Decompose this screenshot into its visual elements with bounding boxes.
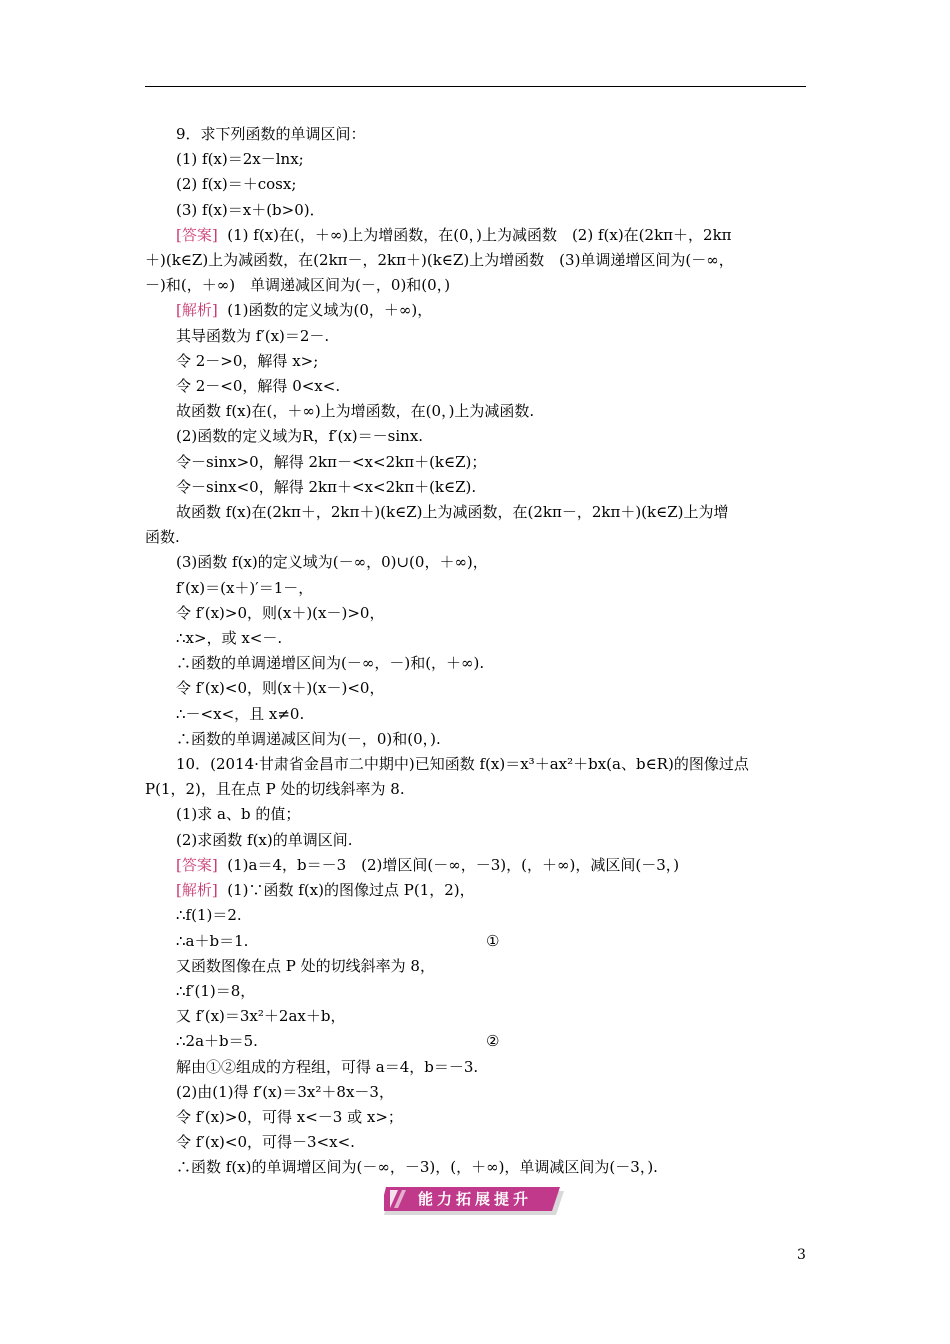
q9-part-1: (1) f(x)＝2x－lnx;: [176, 150, 304, 169]
q9-step: 令－sinx>0，解得 2kπ－<x<2kπ＋(k∈Z)；: [176, 452, 487, 471]
q9-answer-text-1: (1) f(x)在(，＋∞)上为增函数，在(0，)上为减函数 (2) f(x)在(2kπ＋，2kπ: [227, 225, 732, 244]
q9-answer-line-3: －)和(，＋∞) 单调递减区间为(－，0)和(0，): [145, 276, 451, 295]
q9-step: 令 2－<0，解得 0<x<.: [176, 377, 341, 396]
page-body: [145, 122, 810, 1181]
q10-step: ∴f′(1)＝8，: [176, 981, 256, 1000]
analysis-tag: [解析]: [176, 301, 218, 320]
q10-part-1: (1)求 a、b 的值；: [176, 805, 301, 824]
q10-answer-text: (1)a＝4，b＝－3 (2)增区间(－∞，－3)，(，＋∞)，减区间(－3，): [227, 855, 680, 874]
q10-analysis-line: [145, 878, 810, 903]
q10-steps: [145, 1055, 810, 1181]
q9-step: ∴x>，或 x<－.: [176, 629, 283, 648]
q9-steps-a: [145, 324, 810, 500]
q9-part-3: (3) f(x)＝x＋(b>0)．: [176, 200, 325, 219]
section-banner: [384, 1186, 564, 1216]
q9-conclusion-line-2: 函数.: [145, 528, 180, 547]
q9-analysis-first: (1)函数的定义域为(0，＋∞)，: [227, 301, 433, 320]
analysis-tag: [解析]: [176, 881, 218, 900]
q9-step: 令 2－>0，解得 x>;: [176, 351, 319, 370]
q9-conclusion-line-1: 故函数 f(x)在(2kπ＋，2kπ＋)(k∈Z)上为减函数，在(2kπ－，2kπ＋)(k∈Z)上为增: [176, 503, 729, 522]
answer-tag: [答案]: [176, 225, 218, 244]
equation-marker-2: ②: [486, 1032, 500, 1051]
q9-step: f′(x)＝(x＋)′＝1－，: [176, 578, 314, 597]
q10-stem-line-2: P(1，2)，且在点 P 处的切线斜率为 8.: [145, 780, 405, 799]
q10-step: 解由①②组成的方程组，可得 a＝4，b＝－3.: [176, 1057, 479, 1076]
q10-part-2: (2)求函数 f(x)的单调区间.: [176, 830, 353, 849]
q10-analysis-first: (1)∵函数 f(x)的图像过点 P(1，2)，: [227, 881, 475, 900]
q10-step: ∴f(1)＝2.: [176, 906, 242, 925]
q9-steps-b: [145, 550, 810, 752]
header-rule: [145, 86, 806, 87]
q10-step: 令 f′(x)>0，可得 x<－3 或 x>；: [176, 1107, 403, 1126]
equation-text: ∴2a＋b＝5.: [176, 1032, 258, 1051]
q10-equation-2: [145, 1029, 810, 1054]
q10-step: (2)由(1)得 f′(x)＝3x²＋8x－3，: [176, 1082, 394, 1101]
q9-step: ∴函数的单调递减区间为(－，0)和(0，).: [176, 729, 441, 748]
answer-tag: [答案]: [176, 855, 218, 874]
q10-step: ∴函数 f(x)的单调增区间为(－∞，－3)，(，＋∞)，单调减区间为(－3，).: [176, 1158, 658, 1177]
q9-part-2: (2) f(x)＝＋cosx;: [176, 175, 297, 194]
q9-step: 令－sinx<0，解得 2kπ＋<x<2kπ＋(k∈Z).: [176, 477, 477, 496]
q9-step: ∴－<x<，且 x≠0.: [176, 704, 305, 723]
q10-step: 令 f′(x)<0，可得－3<x<.: [176, 1133, 355, 1152]
q10-stem-line-1: 10．(2014·甘肃省金昌市二中期中)已知函数 f(x)＝x³＋ax²＋bx(a、b∈R)的图像过点: [176, 755, 749, 774]
q10-equation-1: [145, 929, 810, 954]
q9-step: (2)函数的定义域为R，f′(x)＝－sinx.: [176, 427, 424, 446]
q9-step: 故函数 f(x)在(，＋∞)上为增函数，在(0，)上为减函数.: [176, 402, 535, 421]
page-number: 3: [797, 1247, 806, 1263]
q10-answer-line: [145, 853, 810, 878]
q10-step: 又 f′(x)＝3x²＋2ax＋b，: [176, 1007, 346, 1026]
q10-step: 又函数图像在点 P 处的切线斜率为 8，: [176, 956, 435, 975]
q9-step: 其导函数为 f′(x)＝2－.: [176, 326, 330, 345]
q9-step: 令 f′(x)>0，则(x＋)(x－)>0，: [176, 603, 385, 622]
q9-step: ∴函数的单调递增区间为(－∞，－)和(，＋∞).: [176, 654, 485, 673]
q9-analysis-line: [145, 298, 810, 323]
banner-title: 能力拓展提升: [418, 1190, 533, 1208]
q9-answer-line-1: [145, 223, 810, 248]
q9-answer-line-2: ＋)(k∈Z)上为减函数，在(2kπ－，2kπ＋)(k∈Z)上为增函数 (3)单调递增区间为(－∞，: [145, 251, 734, 270]
equation-marker-1: ①: [486, 931, 500, 950]
q9-step: (3)函数 f(x)的定义域为(－∞，0)∪(0，＋∞)，: [176, 553, 488, 572]
q9-stem: 9．求下列函数的单调区间：: [176, 125, 366, 143]
equation-text: ∴a＋b＝1.: [176, 931, 249, 950]
q9-step: 令 f′(x)<0，则(x＋)(x－)<0，: [176, 679, 385, 698]
